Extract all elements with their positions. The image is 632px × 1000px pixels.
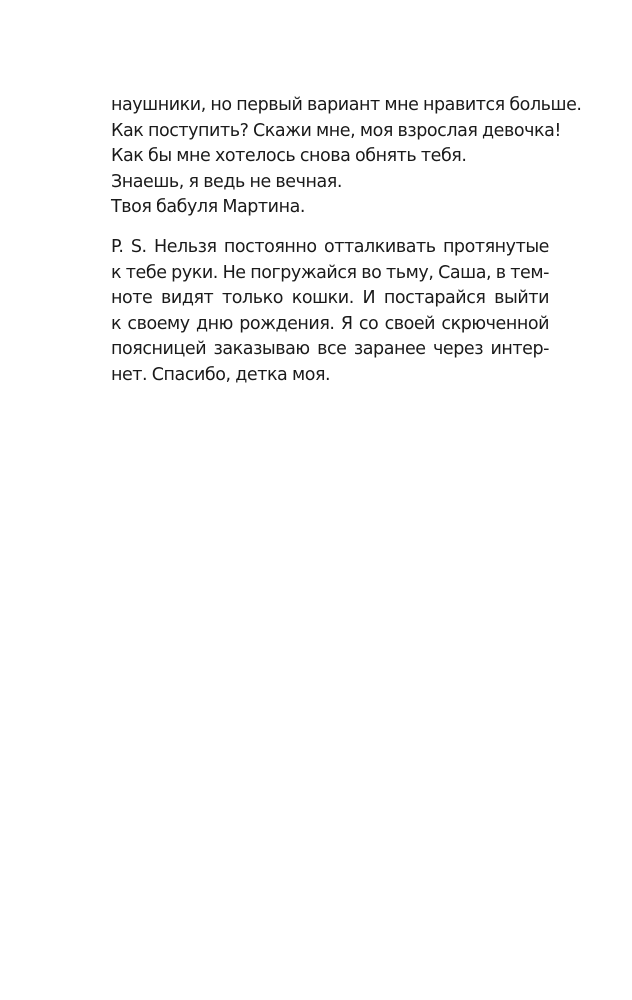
postscript-line: к своему дню рождения. Я со своей скрюченной <box>111 313 549 334</box>
letter-line: Знаешь, я ведь не вечная. <box>111 171 342 192</box>
letter-line: Как поступить? Скажи мне, моя взрослая девочка! <box>111 120 561 141</box>
postscript-line: ноте видят только кошки. И постарайся выйти <box>111 288 549 308</box>
letter-paragraph <box>111 93 582 221</box>
postscript-line: P. S. Нельзя постоянно отталкивать протянутые <box>111 237 549 257</box>
letter-line: Как бы мне хотелось снова обнять тебя. <box>111 146 467 166</box>
postscript-line: нет. Спасибо, детка моя. <box>111 364 331 385</box>
postscript-paragraph <box>111 235 549 388</box>
postscript-line: поясницей заказываю все заранее через интер- <box>111 339 549 359</box>
letter-line: наушники, но первый вариант мне нравится больше. <box>111 95 582 115</box>
letter-signature: Твоя бабуля Мартина. <box>111 197 305 217</box>
postscript-line: к тебе руки. Не погружайся во тьму, Саша, в тем- <box>111 262 549 283</box>
